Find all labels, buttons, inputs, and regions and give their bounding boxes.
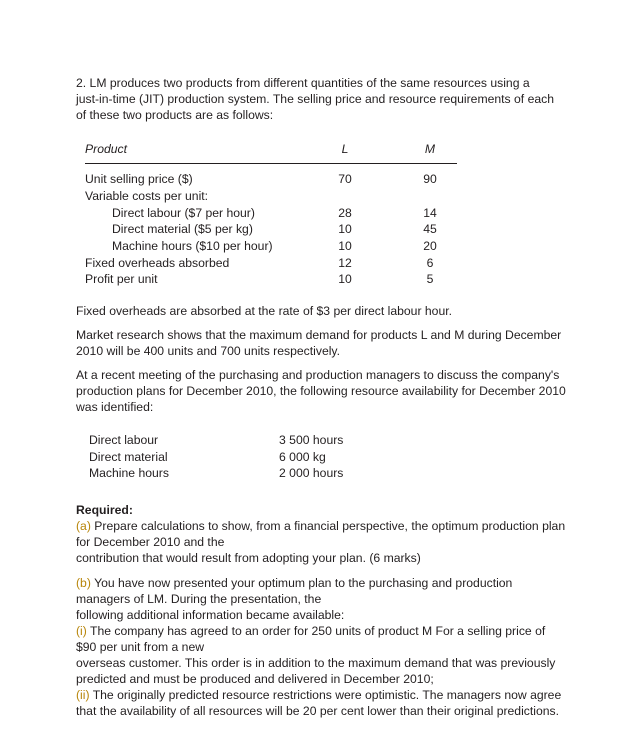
header-l: L bbox=[341, 142, 349, 156]
part-b-line2: following additional information became available: bbox=[76, 608, 345, 622]
row-value-m: 45 bbox=[423, 222, 437, 236]
part-a-marker: (a) bbox=[76, 519, 91, 533]
part-i-line2: overseas customer. This order is in addition to the maximum demand that was previously predicted and must be produced and delivered in December 2010; bbox=[76, 656, 556, 686]
part-ii-marker: (ii) bbox=[76, 688, 90, 702]
part-a-line1: Prepare calculations to show, from a financial perspective, the optimum production plan for December 2010 and the bbox=[76, 519, 566, 549]
row-value-l: 10 bbox=[338, 272, 352, 286]
resource-value: 3 500 hours bbox=[279, 433, 344, 447]
part-b bbox=[76, 575, 566, 607]
part-b-line1: You have now presented your optimum plan to the purchasing and production managers of LM. During the presentation, the bbox=[76, 576, 513, 606]
resource-value: 6 000 kg bbox=[279, 449, 326, 464]
part-a bbox=[76, 518, 566, 550]
row-value-l: 10 bbox=[338, 222, 352, 236]
row-value-l: 70 bbox=[338, 172, 352, 186]
meeting-text: At a recent meeting of the purchasing and production managers to discuss the company's production plans for December 2010, the following resource availability for December 2010 was identified: bbox=[76, 368, 566, 414]
part-ii-line1: The originally predicted resource restrictions were optimistic. The managers now agree that the availability of all resources will be 20 per cent lower than their original predictions. bbox=[76, 688, 562, 718]
table-row bbox=[85, 172, 457, 189]
part-i-line1: The company has agreed to an order for 250 units of product M For a selling price of $90 per unit from a new bbox=[76, 624, 546, 654]
resource-label: Direct material bbox=[89, 449, 168, 464]
table-row bbox=[85, 256, 457, 273]
absorption-text: Fixed overheads are absorbed at the rate of $3 per direct labour hour. bbox=[76, 304, 453, 318]
part-ii bbox=[76, 687, 566, 719]
part-i bbox=[76, 623, 566, 655]
row-value-m: 5 bbox=[426, 272, 434, 286]
row-value-m: 14 bbox=[423, 206, 437, 220]
row-value-l: 10 bbox=[338, 239, 352, 253]
table-row bbox=[85, 222, 457, 239]
table-row bbox=[85, 272, 457, 289]
resource-item bbox=[89, 466, 389, 483]
resource-item bbox=[89, 433, 389, 450]
row-value-m: 20 bbox=[423, 239, 437, 253]
market-text: Market research shows that the maximum demand for products L and M during December 2010 will be 400 units and 700 units respectively. bbox=[76, 328, 562, 358]
row-label: Profit per unit bbox=[85, 272, 158, 286]
resource-item bbox=[89, 450, 389, 467]
table-row bbox=[85, 239, 457, 256]
row-value-m: 6 bbox=[426, 256, 434, 270]
table-row bbox=[85, 206, 457, 223]
header-product: Product bbox=[85, 142, 128, 156]
row-label: Direct material ($5 per kg) bbox=[112, 222, 253, 236]
part-a-line2: contribution that would result from adopting your plan. (6 marks) bbox=[76, 551, 421, 565]
row-value-l: 28 bbox=[338, 206, 352, 220]
row-label: Unit selling price ($) bbox=[85, 172, 193, 186]
resource-label: Machine hours bbox=[89, 466, 169, 480]
required-title: Required: bbox=[76, 503, 133, 517]
question-intro: 2. LM produces two products from different quantities of the same resources using a just-in-time (JIT) production system. The selling price and resource requirements of each of these two products are as follows: bbox=[76, 76, 554, 122]
row-label: Fixed overheads absorbed bbox=[85, 256, 230, 270]
part-b-marker: (b) bbox=[76, 576, 91, 590]
required-section bbox=[76, 502, 566, 719]
row-label: Machine hours ($10 per hour) bbox=[112, 239, 273, 253]
row-label: Variable costs per unit: bbox=[85, 189, 209, 203]
part-i-marker: (i) bbox=[76, 624, 87, 638]
header-m: M bbox=[424, 142, 436, 156]
resource-label: Direct labour bbox=[89, 433, 159, 447]
row-value-m: 90 bbox=[423, 172, 437, 186]
table-header bbox=[85, 140, 457, 164]
table-row bbox=[85, 189, 457, 206]
row-label: Direct labour ($7 per hour) bbox=[112, 206, 255, 220]
resource-value: 2 000 hours bbox=[279, 466, 344, 480]
row-value-l: 12 bbox=[338, 256, 352, 270]
